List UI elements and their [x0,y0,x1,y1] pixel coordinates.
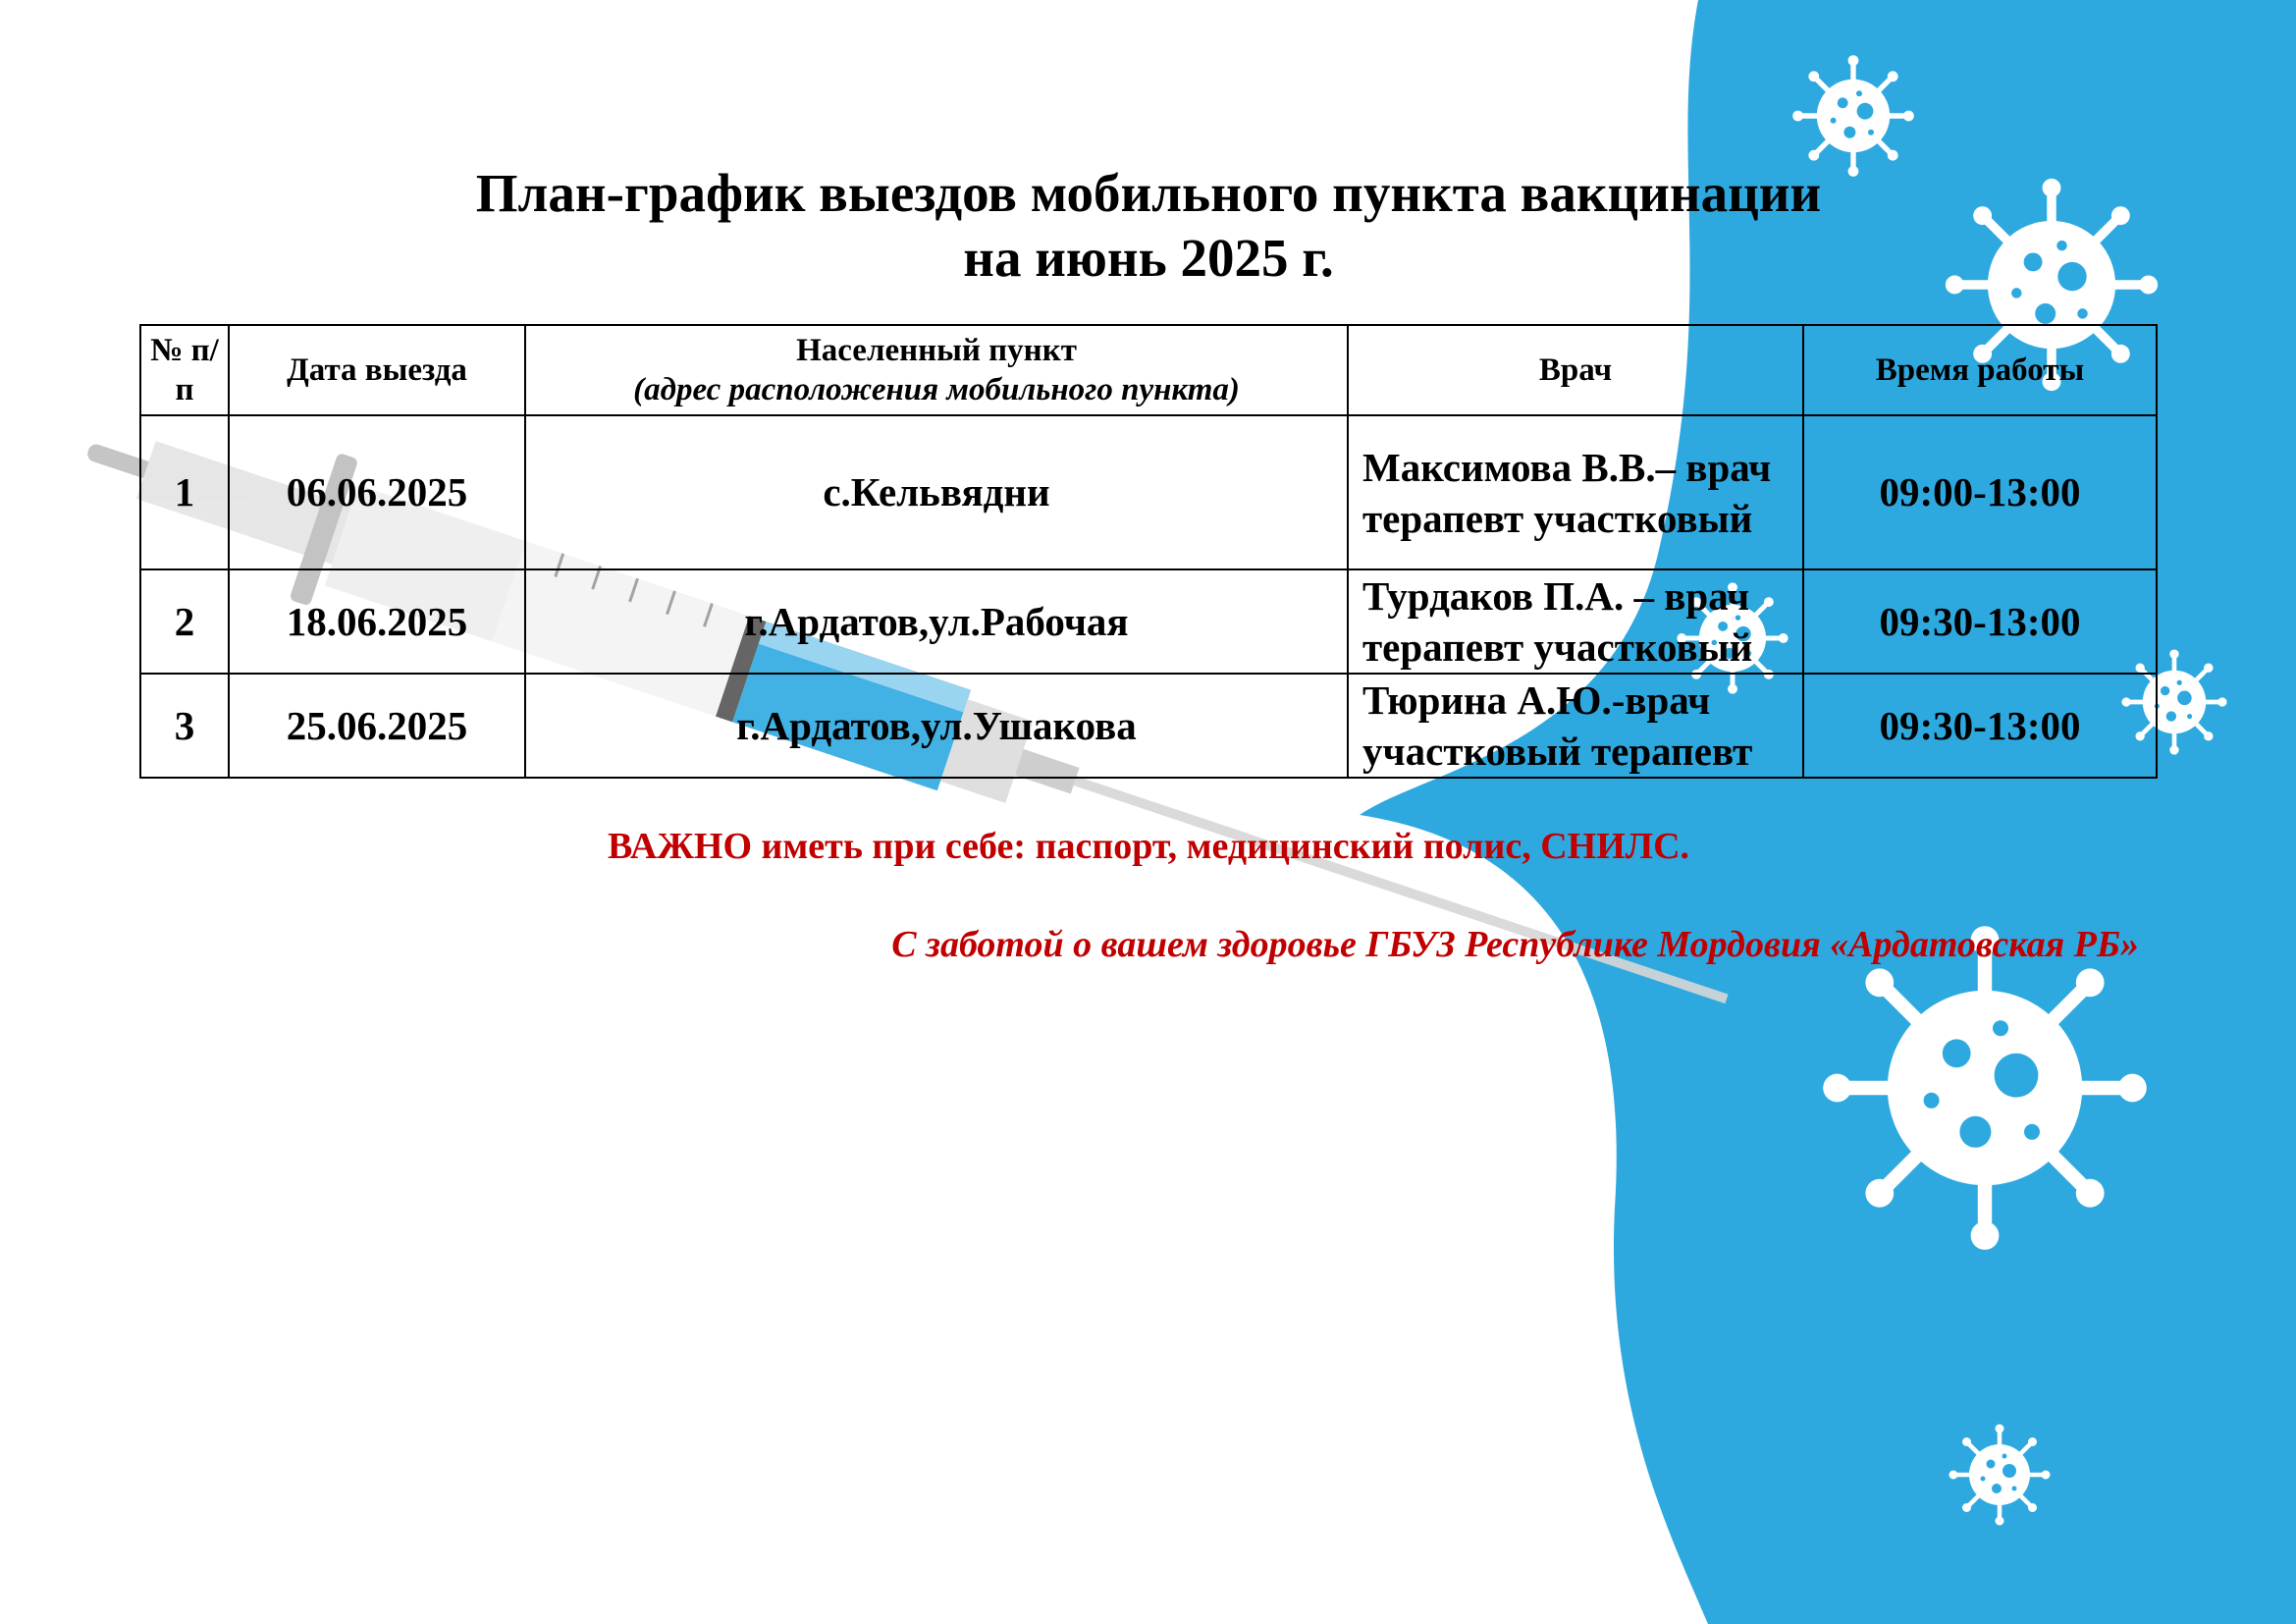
header-num: № п/п [140,325,229,415]
title-line-1: План-график выездов мобильного пункта вакцинации [475,163,1822,223]
cell-date: 18.06.2025 [229,569,525,674]
schedule-table [139,324,2158,779]
footer-signature: С заботой о вашем здоровье ГБУЗ Республике Мордовия «Ардатовская РБ» [891,924,2139,965]
table-row [140,415,2157,569]
cell-date: 06.06.2025 [229,415,525,569]
cell-num: 1 [140,415,229,569]
header-place [525,325,1348,415]
page-title [324,161,1973,291]
cell-doctor: Турдаков П.А. – врач терапевт участковый [1348,569,1803,674]
cell-time: 09:30-13:00 [1803,569,2157,674]
cell-time: 09:30-13:00 [1803,674,2157,778]
cell-doctor: Тюрина А.Ю.-врач участковый терапевт [1348,674,1803,778]
cell-place: г.Ардатов,ул.Рабочая [525,569,1348,674]
header-doctor: Врач [1348,325,1803,415]
title-line-2: на июнь 2025 г. [963,228,1334,288]
header-place-subtitle: (адрес расположения мобильного пункта) [633,372,1240,407]
cell-time: 09:00-13:00 [1803,415,2157,569]
cell-date: 25.06.2025 [229,674,525,778]
table-row [140,569,2157,674]
header-date: Дата выезда [229,325,525,415]
cell-place: г.Ардатов,ул.Ушакова [525,674,1348,778]
table-row [140,674,2157,778]
cell-num: 3 [140,674,229,778]
cell-num: 2 [140,569,229,674]
important-notice: ВАЖНО иметь при себе: паспорт, медицинский полис, СНИЛС. [607,826,1690,867]
table-header-row [140,325,2157,415]
header-place-title: Населенный пункт [796,333,1077,368]
header-time: Время работы [1803,325,2157,415]
cell-doctor: Максимова В.В.– врач терапевт участковый [1348,415,1803,569]
cell-place: с.Кельвядни [525,415,1348,569]
